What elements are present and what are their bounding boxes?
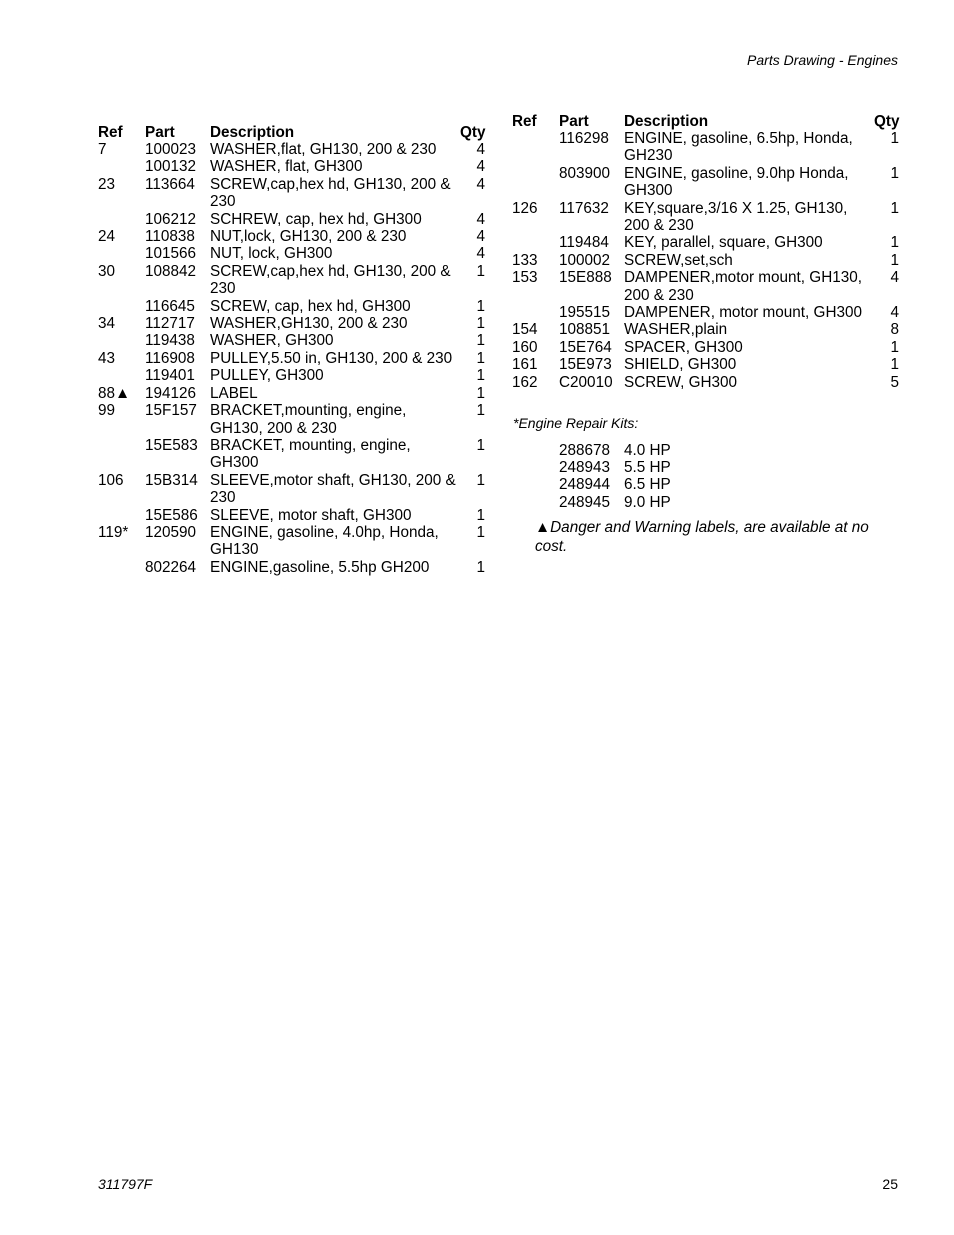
table-row (98, 524, 485, 559)
column-header-qty: Qty (460, 123, 486, 141)
description-cell: SHIELD, GH300 (624, 356, 737, 374)
ref-cell (98, 332, 145, 349)
part-number-cell: 100023 (145, 141, 197, 158)
qty-cell: 4 (890, 304, 899, 322)
table-row (512, 130, 899, 165)
part-number-cell: 195515 (559, 304, 611, 322)
table-row (98, 402, 485, 437)
part-number-cell: 108851 (559, 321, 611, 339)
column-header-qty: Qty (874, 112, 900, 130)
part-number-cell: C20010 (559, 373, 613, 391)
part-number-cell: 15B314 (145, 471, 198, 489)
qty-cell: 1 (476, 384, 485, 402)
column-header-ref: Ref (98, 123, 123, 141)
column-header-description: Description (624, 112, 709, 130)
description-cell: KEY, parallel, square, GH300 (624, 234, 823, 252)
column-header-ref: Ref (512, 112, 537, 130)
qty-cell: 5 (890, 373, 899, 391)
table-row (98, 176, 485, 211)
warning-labels-note: ▲Danger and Warning labels, are available at no cost. (535, 519, 869, 555)
ref-cell (98, 245, 145, 262)
description-cell: BRACKET,mounting, engine, GH130, 200 & 230 (210, 402, 407, 437)
table-row (98, 298, 485, 315)
kit-description: 9.0 HP (624, 493, 671, 511)
description-cell: KEY,square,3/16 X 1.25, GH130, 200 & 230 (624, 199, 848, 235)
part-number-cell: 802264 (145, 558, 197, 576)
description-cell: WASHER,flat, GH130, 200 & 230 (210, 141, 437, 158)
qty-cell: 4 (890, 269, 899, 287)
part-number-cell: 101566 (145, 245, 197, 263)
page-number: 25 (882, 1176, 898, 1192)
column-header-part: Part (145, 123, 175, 141)
qty-cell: 4 (476, 245, 485, 263)
table-row (98, 315, 485, 332)
ref-cell: 43 (98, 349, 116, 367)
qty-cell: 1 (476, 436, 485, 454)
qty-cell: 1 (890, 199, 899, 217)
part-number-cell: 117632 (559, 199, 609, 217)
table-row (512, 269, 899, 304)
qty-cell: 1 (476, 262, 485, 280)
part-number-cell: 100002 (559, 251, 611, 269)
description-cell: SCREW, cap, hex hd, GH300 (210, 297, 411, 315)
qty-cell: 4 (476, 141, 485, 158)
kit-description: 6.5 HP (624, 476, 671, 494)
parts-table-left (98, 121, 485, 576)
kit-part-number: 248943 (559, 459, 611, 477)
ref-cell: 133 (512, 251, 538, 269)
kit-description: 5.5 HP (624, 459, 671, 477)
description-cell: SLEEVE, motor shaft, GH300 (210, 506, 412, 524)
part-number-cell: 100132 (145, 158, 197, 176)
ref-cell: 30 (98, 262, 116, 280)
qty-cell: 1 (476, 332, 485, 350)
parts-table-right (512, 110, 899, 391)
table-row (98, 507, 485, 524)
ref-cell: 119* (98, 523, 129, 541)
ref-cell: 23 (98, 175, 116, 193)
repair-kits-table (559, 442, 671, 511)
qty-cell: 1 (890, 130, 899, 147)
ref-cell: 34 (98, 315, 116, 333)
table-row (512, 304, 899, 321)
ref-cell: 99 (98, 402, 116, 420)
description-cell: ENGINE, gasoline, 6.5hp, Honda, GH230 (624, 130, 853, 165)
description-cell: SCHREW, cap, hex hd, GH300 (210, 210, 422, 228)
ref-cell: 160 (512, 338, 538, 356)
ref-cell: 154 (512, 321, 538, 339)
part-number-cell: 116645 (145, 297, 195, 315)
description-cell: WASHER, flat, GH300 (210, 158, 363, 176)
description-cell: ENGINE, gasoline, 9.0hp Honda, GH300 (624, 164, 849, 200)
part-number-cell: 15F157 (145, 402, 197, 420)
table-row (512, 165, 899, 200)
qty-cell: 8 (890, 321, 899, 339)
ref-cell (98, 298, 145, 315)
table-row (98, 228, 485, 245)
part-number-cell: 15E888 (559, 269, 612, 287)
kit-description: 4.0 HP (624, 442, 671, 459)
part-number-cell: 112717 (145, 315, 195, 333)
part-number-cell: 110838 (145, 228, 195, 246)
ref-cell: 106 (98, 471, 124, 489)
description-cell: SCREW,cap,hex hd, GH130, 200 & 230 (210, 262, 451, 298)
part-number-cell: 15E583 (145, 436, 198, 454)
ref-cell: 162 (512, 373, 538, 391)
table-row (98, 141, 485, 158)
table-row (512, 321, 899, 338)
qty-cell: 1 (890, 234, 899, 252)
table-row (98, 472, 485, 507)
description-cell: WASHER,plain (624, 321, 728, 339)
description-cell: NUT, lock, GH300 (210, 245, 333, 263)
qty-cell: 4 (476, 175, 485, 193)
table-row (98, 332, 485, 349)
ref-cell: 126 (512, 199, 538, 217)
description-cell: BRACKET, mounting, engine, GH300 (210, 436, 411, 472)
repair-kits-title: *Engine Repair Kits: (513, 415, 639, 431)
part-number-cell: 108842 (145, 262, 197, 280)
ref-cell (512, 304, 559, 321)
table-row (98, 367, 485, 384)
ref-cell: 24 (98, 228, 116, 246)
ref-cell (98, 437, 145, 472)
table-row (512, 234, 899, 251)
ref-cell (98, 158, 145, 175)
table-header-row (98, 121, 485, 141)
qty-cell: 1 (890, 251, 899, 269)
table-header-row (512, 110, 899, 130)
table-row (512, 339, 899, 356)
document-number: 311797F (98, 1176, 153, 1192)
description-cell: LABEL (210, 384, 258, 402)
description-cell: ENGINE, gasoline, 4.0hp, Honda, GH130 (210, 523, 439, 559)
ref-cell (98, 367, 145, 384)
kit-part-number: 288678 (559, 442, 611, 459)
description-cell: SLEEVE,motor shaft, GH130, 200 & 230 (210, 471, 456, 507)
table-row (98, 437, 485, 472)
qty-cell: 1 (476, 506, 485, 524)
kit-row (559, 494, 671, 511)
ref-cell: 153 (512, 269, 538, 287)
part-number-cell: 116298 (559, 130, 609, 147)
table-row (98, 158, 485, 175)
qty-cell: 1 (890, 164, 899, 182)
ref-cell (512, 234, 559, 251)
qty-cell: 4 (476, 158, 485, 176)
part-number-cell: 119484 (559, 234, 609, 252)
qty-cell: 1 (890, 356, 899, 374)
part-number-cell: 194126 (145, 384, 197, 402)
qty-cell: 1 (476, 297, 485, 315)
description-cell: DAMPENER, motor mount, GH300 (624, 304, 863, 322)
ref-cell (512, 130, 559, 165)
description-cell: NUT,lock, GH130, 200 & 230 (210, 228, 407, 246)
kit-row (559, 459, 671, 476)
ref-cell (98, 507, 145, 524)
table-row (98, 211, 485, 228)
part-number-cell: 120590 (145, 523, 197, 541)
table-row (98, 245, 485, 262)
qty-cell: 1 (476, 349, 485, 367)
description-cell: DAMPENER,motor mount, GH130, 200 & 230 (624, 269, 863, 304)
kit-part-number: 248944 (559, 476, 611, 494)
description-cell: PULLEY, GH300 (210, 367, 324, 385)
qty-cell: 1 (476, 471, 485, 489)
description-cell: SCREW, GH300 (624, 373, 738, 391)
table-row (98, 350, 485, 367)
ref-cell: 88▲ (98, 384, 131, 402)
table-row (512, 374, 899, 391)
part-number-cell: 119401 (145, 367, 195, 385)
qty-cell: 1 (476, 367, 485, 385)
part-number-cell: 15E586 (145, 506, 198, 524)
part-number-cell: 116908 (145, 349, 195, 367)
part-number-cell: 803900 (559, 164, 611, 182)
table-row (512, 252, 899, 269)
qty-cell: 4 (476, 210, 485, 228)
qty-cell: 1 (476, 402, 485, 420)
part-number-cell: 119438 (145, 332, 195, 350)
qty-cell: 1 (476, 523, 485, 541)
kit-row (559, 442, 671, 459)
ref-cell (98, 211, 145, 228)
part-number-cell: 15E973 (559, 356, 612, 374)
table-row (512, 356, 899, 373)
qty-cell: 4 (476, 228, 485, 246)
table-row (98, 559, 485, 576)
column-header-part: Part (559, 112, 589, 130)
qty-cell: 1 (476, 315, 485, 333)
ref-cell: 161 (512, 356, 538, 374)
part-number-cell: 106212 (145, 210, 197, 228)
description-cell: SPACER, GH300 (624, 338, 743, 356)
description-cell: SCREW,cap,hex hd, GH130, 200 & 230 (210, 175, 451, 211)
table-row (98, 263, 485, 298)
ref-cell: 7 (98, 141, 107, 158)
part-number-cell: 15E764 (559, 338, 612, 356)
section-title: Parts Drawing - Engines (747, 52, 898, 68)
kit-part-number: 248945 (559, 493, 611, 511)
part-number-cell: 113664 (145, 175, 195, 193)
description-cell: WASHER, GH300 (210, 332, 334, 350)
qty-cell: 1 (890, 338, 899, 356)
description-cell: WASHER,GH130, 200 & 230 (210, 315, 408, 333)
ref-cell (512, 165, 559, 200)
description-cell: SCREW,set,sch (624, 251, 733, 269)
table-row (512, 200, 899, 235)
table-row (98, 385, 485, 402)
ref-cell (98, 559, 145, 576)
description-cell: PULLEY,5.50 in, GH130, 200 & 230 (210, 349, 453, 367)
description-cell: ENGINE,gasoline, 5.5hp GH200 (210, 558, 430, 576)
column-header-description: Description (210, 123, 295, 141)
kit-row (559, 476, 671, 493)
qty-cell: 1 (476, 558, 485, 576)
